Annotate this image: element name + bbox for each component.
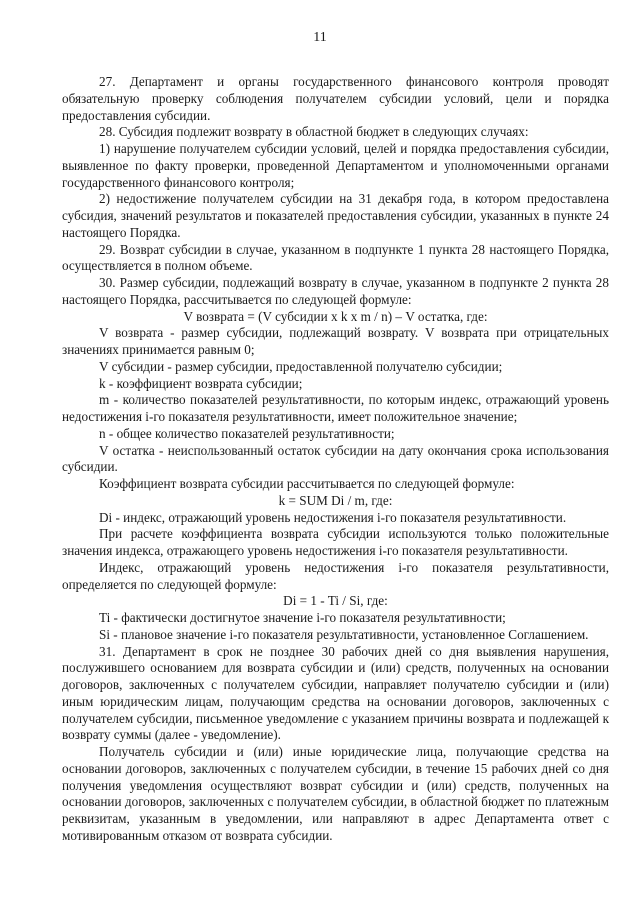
definition-ti: Ti - фактически достигнутое значение i-го показателя результативности; [99, 610, 506, 625]
paragraph-31-continued: Получатель субсидии и (или) иные юридические лица, получающие средства на основании договоров, заключенных с получателем субсидии, в течение 15 рабочих дней со дня получения уведомления осуществляют возврат субсидии и (или) средств, полученных на основании договоров, заключенных с получателем субсидии, в областной бюджет по платежным реквизитам, указанным в уведомлении, или направляют в адрес Департамента ответ с мотивированным отказом от возврата субсидии. [62, 744, 609, 843]
definition-v-subsidy: V субсидии - размер субсидии, предоставленной получателю субсидии; [99, 358, 503, 374]
paragraph-28-item-2: 2) недостижение получателем субсидии на 31 декабря года, в котором предоставлена субсидия, значений результатов и показателей предоставления субсидии, указанных в пункте 24 настоящего Порядка. [62, 191, 609, 240]
definition-v-remainder: V остатка - неиспользованный остаток субсидии на дату окончания срока использования субсидии. [62, 442, 609, 475]
formula-di: Di = 1 - Ti / Si, где: [283, 593, 388, 609]
document-body [62, 74, 609, 845]
definition-si: Si - плановое значение i-го показателя результативности, установленное Соглашением. [99, 626, 589, 642]
definition-m: m - количество показателей результативности, по которым индекс, отражающий уровень недостижения i-го показателя результативности, имеет положительное значение; [62, 392, 609, 424]
formula-k: k = SUM Di / m, где: [278, 492, 393, 508]
paragraph-30: 30. Размер субсидии, подлежащий возврату в случае, указанном в подпункте 2 пункта 28 настоящего Порядка, рассчитывается по следующей формуле: [62, 275, 609, 307]
coefficient-intro: Коэффициент возврата субсидии рассчитывается по следующей формуле: [99, 476, 515, 491]
index-intro: Индекс, отражающий уровень недостижения i-го показателя результативности, определяется по следующей формуле: [62, 559, 609, 592]
definition-n: n - общее количество показателей результативности; [99, 425, 395, 441]
paragraph-28-item-1: 1) нарушение получателем субсидии условий, целей и порядка предоставления субсидии, выявленное по факту проверки, проведенной Департаментом и уполномоченными органами государственного финансового контроля; [62, 141, 609, 190]
paragraph-31: 31. Департамент в срок не позднее 30 рабочих дней со дня выявления нарушения, послужившего основанием для возврата субсидии и (или) средств, полученных на основании договоров, заключенных с получателем субсидии, направляет получателю субсидии и (или) иным юридическим лицам, получающим средства на основании договоров, заключенных с получателем субсидии, письменное уведомление с указанием причины возврата и подлежащей к возврату суммы (далее - уведомление). [62, 643, 609, 743]
coefficient-note: При расчете коэффициента возврата субсидии используются только положительные значения индекса, отражающего уровень недостижения i-го показателя результативности. [62, 526, 609, 558]
page-number: 11 [313, 30, 327, 45]
paragraph-27: 27. Департамент и органы государственного финансового контроля проводят обязательную проверку соблюдения получателем субсидии условий, цели и порядка предоставления субсидии. [62, 74, 609, 123]
formula-v-return: V возврата = (V субсидии x k x m / n) – V остатка, где: [183, 308, 488, 324]
definition-v-return: V возврата - размер субсидии, подлежащий возврату. V возврата при отрицательных значениях принимается равным 0; [62, 325, 609, 357]
definition-k: k - коэффициент возврата субсидии; [99, 375, 303, 391]
paragraph-28: 28. Субсидия подлежит возврату в областной бюджет в следующих случаях: [99, 124, 529, 140]
definition-di: Di - индекс, отражающий уровень недостижения i-го показателя результативности. [99, 509, 567, 525]
paragraph-29: 29. Возврат субсидии в случае, указанном в подпункте 1 пункта 28 настоящего Порядка, осуществляется в полном объеме. [62, 241, 609, 274]
